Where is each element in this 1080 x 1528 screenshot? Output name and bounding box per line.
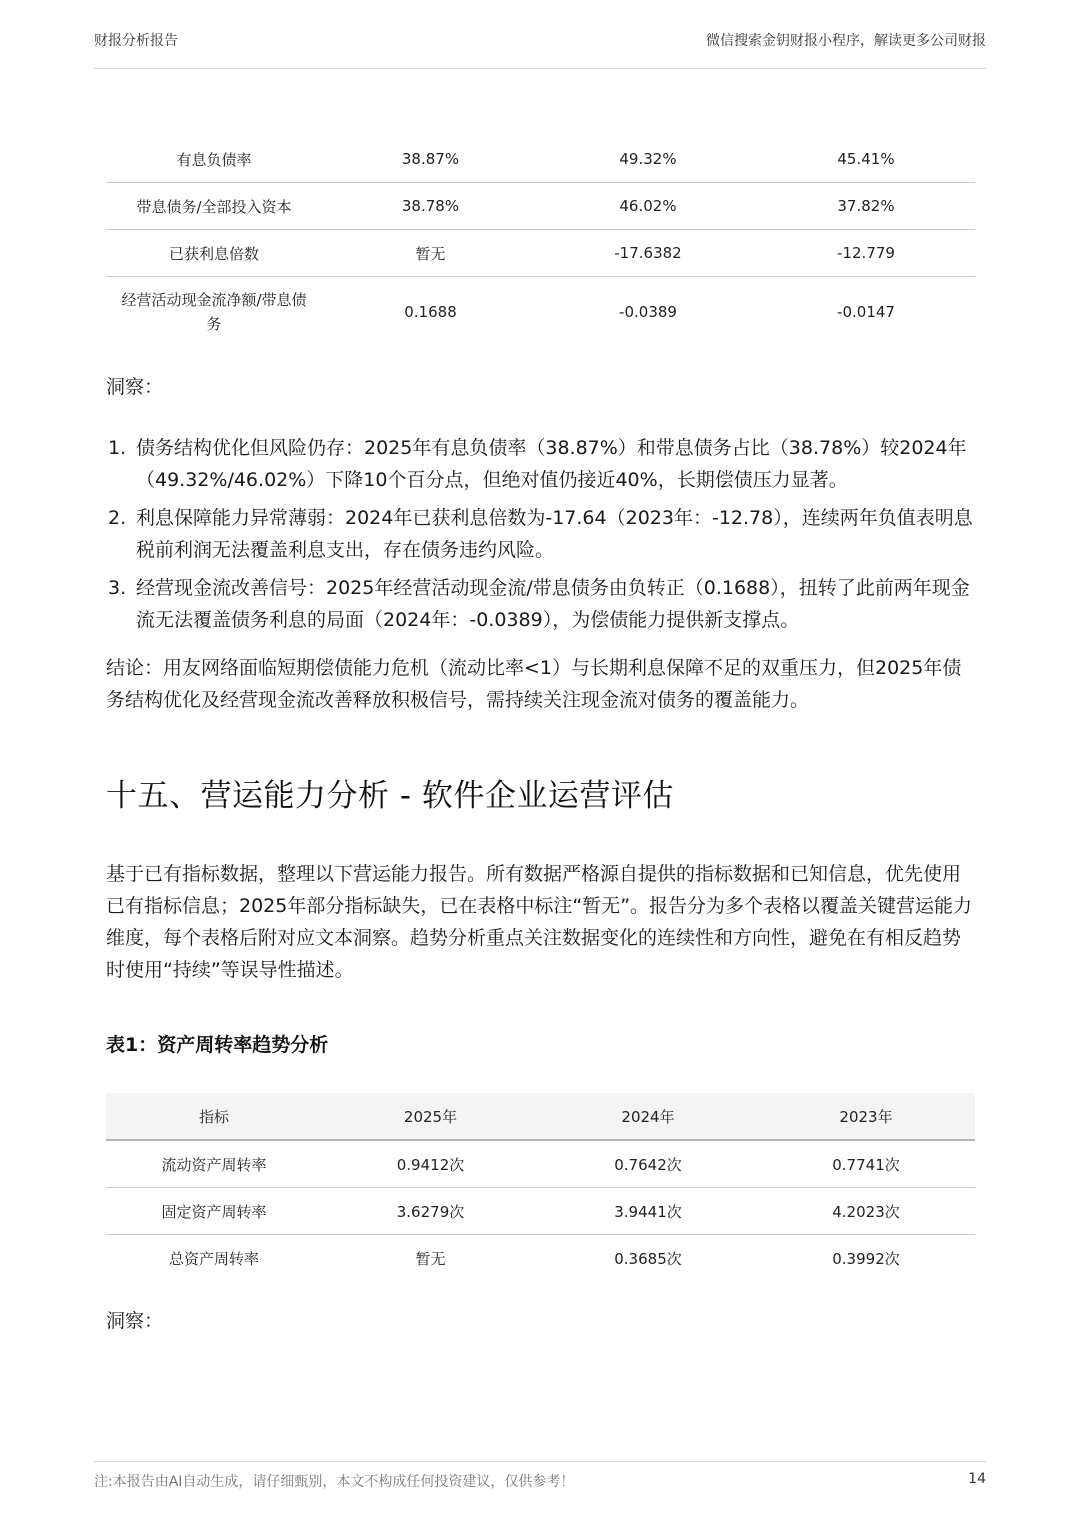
list-item [106,572,975,636]
value-2024: 49.32% [619,150,677,168]
list-item-text: 经营现金流改善信号：2025年经营活动现金流/带息债务由负转正（0.1688），扭转了此前两年现金流无法覆盖债务利息的局面（2024年：-0.0389），为偿债能力提供新支撑点。 [136,577,970,631]
table-row [106,1140,975,1188]
value-2025: 38.78% [401,197,460,215]
value-2024: -17.6382 [614,244,682,262]
header-promo-text: 微信搜索金钥财报小程序，解读更多公司财报 [706,33,986,49]
metric-name: 流动资产周转率 [161,1155,267,1174]
value-2025: 暂无 [415,1249,446,1268]
value-2024: 0.3685次 [614,1249,682,1268]
page-header [94,30,986,50]
footer-divider [94,1461,986,1462]
list-item [106,502,975,566]
column-header: 2023年 [839,1107,893,1126]
table-row [106,1235,975,1282]
column-header: 2024年 [621,1107,675,1126]
column-header: 2025年 [403,1107,458,1126]
table-row [106,230,975,277]
value-2023: -12.779 [837,244,895,262]
value-2023: -0.0147 [837,303,895,321]
table-caption: 表1：资产周转率趋势分析 [106,1034,329,1056]
metric-name: 有息负债率 [176,150,252,169]
value-2023: 0.7741次 [832,1155,900,1174]
table-row [106,136,975,183]
value-2024: 46.02% [619,197,677,215]
insight-heading-2: 洞察： [106,1310,164,1332]
table-row [106,1188,975,1235]
metric-name: 已获利息倍数 [168,244,259,263]
list-number: 2. [108,507,127,529]
table-row [106,183,975,230]
metric-name: 固定资产周转率 [161,1202,267,1221]
list-number: 1. [108,437,127,459]
debt-metrics-table [106,136,975,347]
value-2023: 4.2023次 [832,1202,900,1221]
table-header-row [106,1093,975,1140]
value-2025: 暂无 [415,244,446,263]
value-2023: 37.82% [837,197,895,215]
list-item-text: 债务结构优化但风险仍存：2025年有息负债率（38.87%）和带息债务占比（38.78%）较2024年（49.32%/46.02%）下降10个百分点，但绝对值仍接近40%，长期偿债压力显著。 [136,437,967,491]
value-2025: 0.1688 [404,303,457,321]
section-intro: 基于已有指标数据，整理以下营运能力报告。所有数据严格源自提供的指标数据和已知信息，优先使用已有指标信息；2025年部分指标缺失，已在表格中标注“暂无”。报告分为多个表格以覆盖关键营运能力维度，每个表格后附对应文本洞察。趋势分析重点关注数据变化的连续性和方向性，避免在有相反趋势时使用“持续”等误导性描述。 [106,863,973,981]
list-item [106,432,975,496]
metric-name: 总资产周转率 [168,1249,259,1268]
page-footer [94,1471,986,1493]
value-2024: -0.0389 [619,303,677,321]
list-item-text: 利息保障能力异常薄弱：2024年已获利息倍数为-17.64（2023年：-12.78），连续两年负值表明息税前利润无法覆盖利息支出，存在债务违约风险。 [136,507,973,561]
header-report-title: 财报分析报告 [94,33,178,49]
value-2025: 0.9412次 [396,1155,465,1174]
insight-heading: 洞察： [106,376,164,398]
insight-list [106,432,975,642]
section-title: 十五、营运能力分析 - 软件企业运营评估 [106,778,674,814]
value-2025: 3.6279次 [396,1202,465,1221]
table-row [106,277,975,348]
page-number: 14 [968,1471,986,1487]
turnover-table [106,1093,975,1281]
value-2023: 45.41% [837,150,895,168]
value-2025: 38.87% [401,150,460,168]
footer-disclaimer: 注:本报告由AI自动生成，请仔细甄别，本文不构成任何投资建议，仅供参考！ [94,1474,575,1490]
conclusion-paragraph: 结论：用友网络面临短期偿债能力危机（流动比率<1）与长期利息保障不足的双重压力，但2025年债务结构优化及经营现金流改善释放积极信号，需持续关注现金流对债务的覆盖能力。 [106,657,962,711]
header-divider [94,68,986,69]
metric-name: 带息债务/全部投入资本 [136,197,292,216]
list-number: 3. [108,577,127,599]
metric-name: 经营活动现金流净额/带息债务 [121,291,307,333]
column-header: 指标 [198,1107,229,1126]
value-2024: 0.7642次 [614,1155,682,1174]
value-2023: 0.3992次 [832,1249,900,1268]
value-2024: 3.9441次 [614,1202,682,1221]
